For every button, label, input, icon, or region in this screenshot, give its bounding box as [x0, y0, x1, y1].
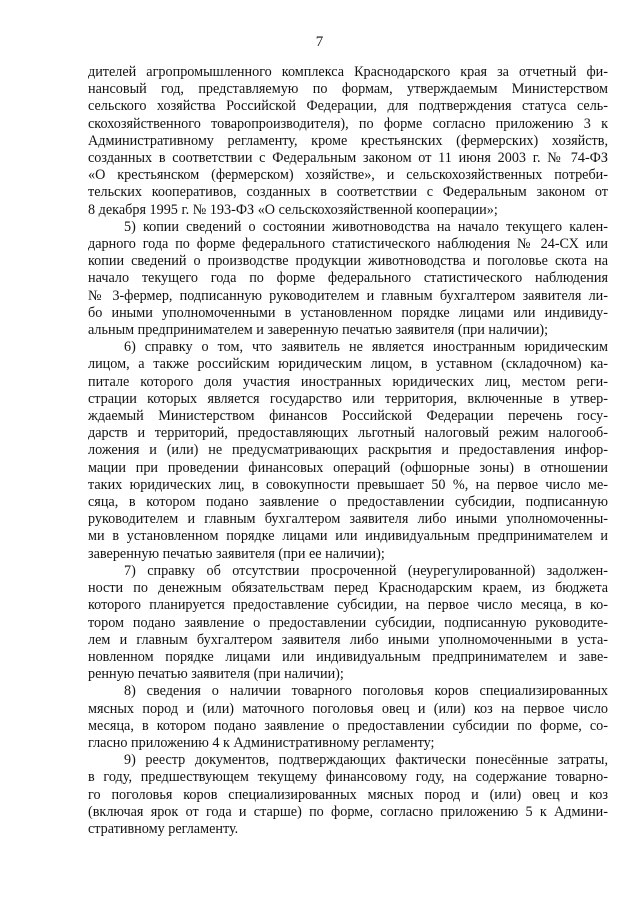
- text-line: сяца, в котором подано заявление о предоставлении субсидии, подписанную: [88, 494, 608, 511]
- text-line: питале которого доля участия иностранных юридических лиц, местом реги-: [88, 373, 608, 390]
- text-line: руководителем и главным бухгалтером заявителя либо иными уполномоченны-: [88, 511, 608, 528]
- text-line: 7) справку об отсутствии просроченной (неурегулированной) задолжен-: [124, 562, 608, 579]
- text-line: 8 декабря 1995 г. № 193-ФЗ «О сельскохозяйственной кооперации»;: [88, 201, 498, 218]
- text-line: ности по денежным обязательствам перед Краснодарским краем, из бюджета: [88, 580, 608, 597]
- text-line: ждаемый Министерством финансов Российской Федерации перечень госу-: [88, 408, 608, 425]
- text-line: нансовый год, представляемую по формам, утверждаемым Министерством: [88, 81, 608, 98]
- text-line: созданных в соответствии с Федеральным законом от 11 июня 2003 г. № 74-ФЗ: [88, 150, 608, 167]
- text-line: дителей агропромышленного комплекса Краснодарского края за отчетный фи-: [88, 64, 608, 80]
- text-line: месяца, в котором подано заявление о предоставлении субсидии по форме, со-: [88, 717, 608, 734]
- text-line: лицом, а также российским юридическим лицом, в уставном (складочном) ка-: [88, 356, 608, 373]
- text-line: ми в установленном порядке лицами или индивидуальным предпринимателем и: [88, 528, 608, 545]
- text-line: № 3-фермер, подписанную руководителем и главным бухгалтером заявителя ли-: [88, 287, 608, 304]
- text-line: начало текущего года по форме федерального статистического наблюдения: [88, 270, 608, 287]
- text-line: ренную печатью заявителя (при наличии);: [88, 666, 344, 683]
- text-line: дарного года по форме федерального статистического наблюдения № 24-СХ или: [88, 236, 608, 253]
- text-line: тором подано заявление о предоставлении субсидии, подписанную руководите-: [88, 614, 608, 631]
- text-line: ложения и (или) не предусматривающих раскрытия и предоставления инфор-: [88, 442, 608, 459]
- text-line: Административному регламенту, кроме крестьянских (фермерских) хозяйств,: [88, 132, 608, 149]
- text-line: «О крестьянском (фермерском) хозяйстве», и сельскохозяйственных потреби-: [88, 167, 608, 184]
- page-number: 7: [315, 34, 324, 50]
- text-line: бо иными уполномоченными в установленном порядке лицами или индивиду-: [88, 304, 608, 321]
- text-line: новленном порядке лицами или индивидуальным предпринимателем и заве-: [88, 648, 608, 665]
- text-line: мации при проведении финансовых операций (офшорные зоны) в отношении: [88, 459, 608, 476]
- text-line: заверенную печатью заявителя (при ее наличии);: [88, 545, 385, 562]
- text-line: скохозяйственного товаропроизводителя), по форме согласно приложению 3 к: [88, 115, 608, 132]
- text-line: таких юридических лиц, в совокупности превышает 50 %, на первое число ме-: [88, 476, 608, 493]
- text-line: 8) сведения о наличии товарного поголовья коров специализированных: [124, 683, 608, 700]
- text-line: копии сведений о производстве продукции животноводства и поголовье скота на: [88, 253, 608, 270]
- text-line: сельского хозяйства Российской Федерации, для подтверждения статуса сель-: [88, 98, 608, 115]
- text-line: которого планируется предоставление субсидии, на первое число месяца, в ко-: [88, 597, 608, 614]
- text-line: 9) реестр документов, подтверждающих фактически понесённые затраты,: [124, 752, 608, 769]
- text-line: 6) справку о том, что заявитель не является иностранным юридическим: [124, 339, 608, 356]
- text-line: альным предпринимателем и заверенную печатью заявителя (при наличии);: [88, 322, 549, 339]
- text-line: гласно приложению 4 к Административному регламенту;: [88, 734, 435, 751]
- text-line: (включая ярок от года и старше) по форме, согласно приложению 5 к Админи-: [88, 803, 608, 820]
- text-line: лем и главным бухгалтером заявителя либо иными уполномоченными в уста-: [88, 631, 608, 648]
- text-line: дарств и территорий, предоставляющих льготный налоговый режим налогооб-: [88, 425, 608, 442]
- text-line: го поголовья коров специализированных мясных пород и (или) овец и коз: [88, 786, 608, 803]
- text-line: тельских кооперативов, созданных в соответствии с Федеральным законом от: [88, 184, 608, 201]
- text-line: 5) копии сведений о состоянии животноводства на начало текущего кален-: [124, 218, 608, 235]
- text-line: мясных пород и (или) маточного поголовья овец и (или) коз на первое число: [88, 700, 608, 717]
- text-line: стративному регламенту.: [88, 820, 239, 837]
- text-line: страции которых является государство или территория, включенные в утвер-: [88, 390, 608, 407]
- document-body: [88, 64, 608, 838]
- text-line: в году, предшествующем текущему финансовому году, на содержание товарно-: [88, 769, 608, 786]
